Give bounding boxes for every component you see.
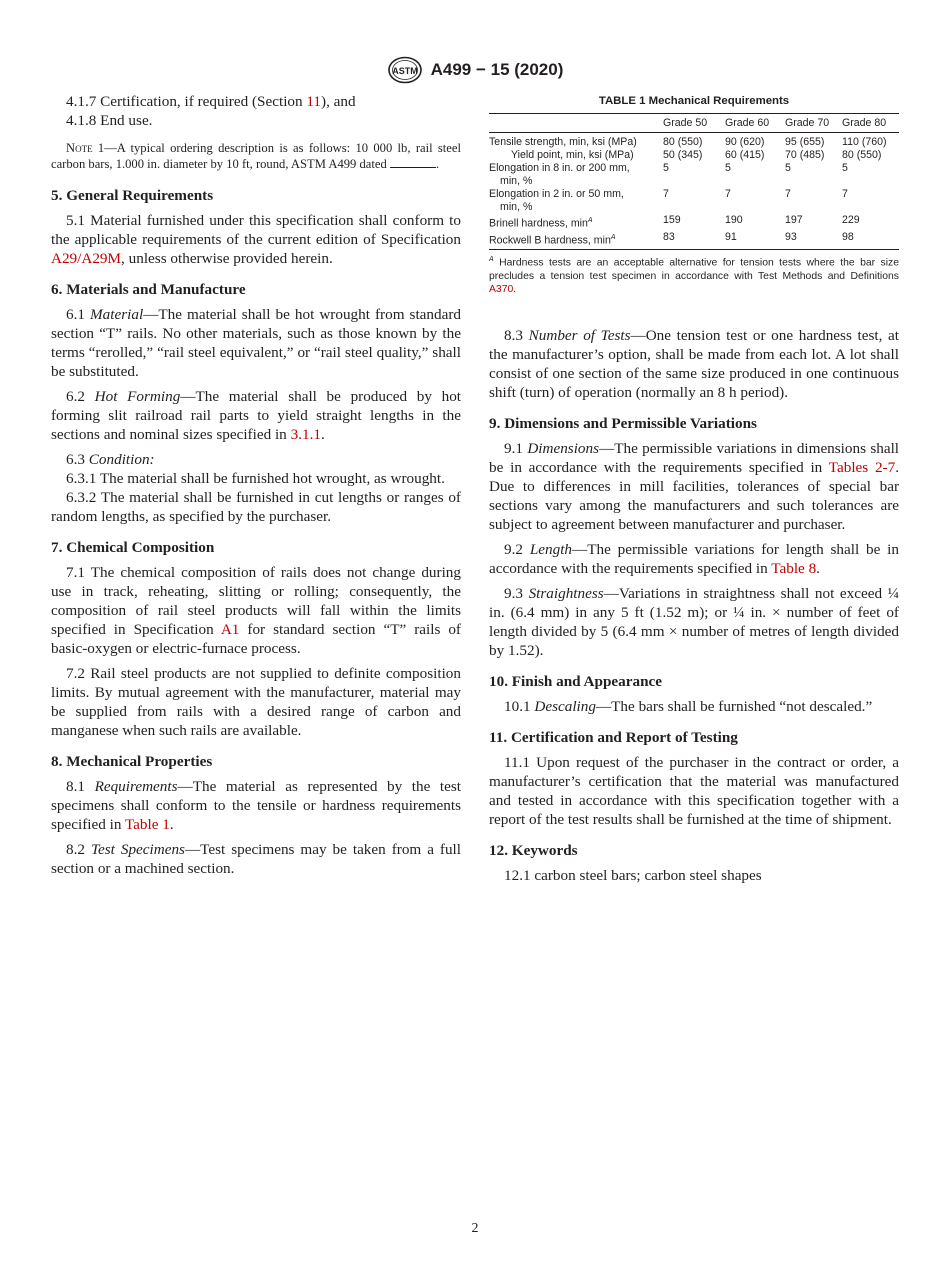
para-7-1: 7.1 The chemical composition of rails does not change during use in track, reheating, slitting or rolling; consequently, the composition of rail steel products will fall within the limits specified in Specification A1 for standard section “T” rails of basic-oxygen or electric-furnace process.: [51, 564, 461, 657]
para-8-3: 8.3 Number of Tests—One tension test or one hardness test, at the manufacturer’s option, shall be made from each lot. A lot shall consist of one section of the same size produced in one continuous shift (turn) of operation (normally an 8 h period).: [489, 327, 899, 401]
table-header-row: [489, 114, 899, 133]
row-label: Elongation in 2 in. or 50 mm, min, %: [489, 188, 624, 213]
note-1: Note 1—A typical ordering description is as follows: 10 000 lb, rail steel carbon bars, 1.000 in. diameter by 10 ft, round, ASTM A499 dated .: [51, 141, 461, 171]
table-1-link[interactable]: Table 1: [124, 816, 170, 833]
table-cell: 5: [663, 162, 669, 174]
row-label: Elongation in 8 in. or 200 mm, min, %: [489, 162, 630, 187]
para-11-1: 11.1 Upon request of the purchaser in the contract or order, a manufacturer’s certification that the material was manufactured and tested in accordance with this specification together with a report of the test results shall be furnished at the time of shipment.: [489, 754, 899, 828]
row-label: Brinell hardness, $\min^A$: [489, 217, 593, 230]
left-column: [51, 92, 461, 884]
table-cell: 60 (415): [725, 149, 765, 161]
table-cell: 90 (620): [725, 136, 765, 148]
table-cell: 159: [663, 214, 681, 226]
item-4-1-7: 4.1.7 Certification, if required (Section 11), and: [66, 93, 356, 110]
table-cell: 50 (345): [663, 149, 703, 161]
table-cell: 5: [842, 162, 848, 174]
para-6-1: 6.1 Material—The material shall be hot wrought from standard section “T” rails. No other materials, such as those known by the terms “rerolled,” “rail steel equivalent,” or “rail steel quality,” shall be substituted.: [51, 306, 462, 380]
para-8-1: 8.1 Requirements—The material as represented by the test specimens shall conform to the tensile or hardness requirements specified in Table 1.: [51, 778, 461, 833]
table-cell: 95 (655): [785, 136, 825, 148]
page-number: 2: [471, 1221, 479, 1236]
para-5-1: 5.1 Material furnished under this specification shall conform to the applicable requirements of the current edition of Specification A29/A29M, unless otherwise provided herein.: [51, 212, 461, 267]
heading-chemical-composition: 7. Chemical Composition: [51, 539, 215, 556]
table-cell: 190: [725, 214, 743, 226]
para-10-1: 10.1 Descaling—The bars shall be furnished “not descaled.”: [504, 698, 873, 715]
para-6-3-1: 6.3.1 The material shall be furnished hot wrought, as wrought.: [66, 470, 445, 487]
heading-keywords: 12. Keywords: [489, 842, 578, 859]
right-column: [489, 326, 899, 891]
table-cell: 110 (760): [842, 136, 887, 148]
table-cell: 80 (550): [842, 149, 882, 161]
mechanical-requirements-table-block: [489, 95, 899, 296]
para-12-1: 12.1 carbon steel bars; carbon steel shapes: [504, 867, 762, 884]
para-9-3: 9.3 Straightness—Variations in straightness shall not exceed ¼ in. (6.4 mm) in any 5 ft (1.52 m); or ¼ in. × number of feet of length divided by 5 (6.4 mm × number of metres of length divided by 1.52).: [489, 585, 899, 659]
table-cell: 5: [725, 162, 731, 174]
para-9-1: 9.1 Dimensions—The permissible variations in dimensions shall be in accordance with the requirements specified in Tables 2-7. Due to differences in mill facilities, tolerances of special bar sections vary among the manufacturers and such tolerances are subject to agreement between manufacturer and purchaser.: [489, 440, 900, 533]
table-cell: 7: [842, 188, 848, 200]
para-8-2: 8.2 Test Specimens—Test specimens may be taken from a full section or a machined section.: [51, 841, 461, 877]
table-footnote: $^A$ Hardness tests are an acceptable alternative for tension tests where the bar size precludes a tension test specimen in accordance with Test Methods and Definitions A370.: [489, 256, 899, 295]
table-row: [489, 133, 899, 150]
tables-2-7-link[interactable]: Tables 2-7: [828, 459, 896, 476]
table-row: [489, 162, 899, 188]
table-cell: 98: [842, 231, 899, 250]
table-row: [489, 188, 899, 214]
table-cell: 91: [725, 231, 785, 250]
table-cell: 7: [725, 188, 731, 200]
blank-date-line: [390, 156, 436, 168]
table-row: [489, 149, 899, 162]
document-designation: A499 − 15 (2020): [430, 60, 564, 79]
para-9-2: 9.2 Length—The permissible variations for length shall be in accordance with the requirements specified in Table 8.: [489, 541, 899, 577]
table-cell: 7: [663, 188, 669, 200]
para-6-2: 6.2 Hot Forming—The material shall be produced by hot forming slit railroad rail parts to yield straight lengths in the sections and nominal sizes specified in 3.1.1.: [51, 388, 462, 443]
heading-general-requirements: 5. General Requirements: [51, 187, 214, 204]
page-header: [0, 56, 950, 84]
table-cell: 197: [785, 214, 803, 226]
table-cell: 229: [842, 214, 860, 226]
para-6-3: 6.3 Condition:: [66, 451, 155, 468]
heading-mechanical-properties: 8. Mechanical Properties: [51, 753, 213, 770]
logo-text: ASTM: [391, 66, 418, 76]
item-4-1-8: 4.1.8 End use.: [66, 112, 153, 129]
table-title: TABLE 1 Mechanical Requirements: [598, 95, 790, 107]
table-cell: 83: [663, 231, 725, 250]
row-label: Rockwell B hardness, $\min^A$: [489, 231, 663, 250]
table-cell: 5: [785, 162, 791, 174]
mechanical-requirements-table: [489, 113, 899, 250]
a29-link[interactable]: A29/A29M: [51, 250, 122, 267]
row-label: Yield point, min, ksi (MPa): [511, 149, 634, 161]
heading-finish-appearance: 10. Finish and Appearance: [489, 673, 663, 690]
astm-logo-icon: [387, 56, 423, 84]
section-11-link[interactable]: 11: [306, 93, 322, 110]
table-header-cell: Grade 50: [663, 114, 725, 133]
a1-link[interactable]: A1: [220, 621, 240, 638]
table-row: [489, 214, 899, 231]
ref-3-1-1-link[interactable]: 3.1.1: [290, 426, 321, 443]
para-6-3-2: 6.3.2 The material shall be furnished in cut lengths or ranges of random lengths, as specified by the purchaser.: [51, 489, 461, 525]
row-label: Tensile strength, min, ksi (MPa): [489, 136, 637, 148]
heading-dimensions: 9. Dimensions and Permissible Variations: [489, 415, 757, 432]
table-header-cell: [489, 114, 663, 133]
table-cell: 70 (485): [785, 149, 825, 161]
table-header-cell: Grade 80: [842, 114, 899, 133]
a370-link[interactable]: A370: [489, 283, 514, 295]
table-cell: 93: [785, 231, 842, 250]
table-8-link[interactable]: Table 8: [771, 560, 817, 577]
heading-materials-manufacture: 6. Materials and Manufacture: [51, 281, 246, 298]
table-header-cell: Grade 70: [785, 114, 842, 133]
table-cell: 80 (550): [663, 136, 703, 148]
table-cell: 7: [785, 188, 791, 200]
para-7-2: 7.2 Rail steel products are not supplied to definite composition limits. By mutual agreement with the manufacturer, material may be supplied from rails with a desired range of carbon and manganese when such rails are available.: [51, 665, 461, 739]
table-row: [489, 231, 899, 250]
heading-certification: 11. Certification and Report of Testing: [489, 729, 738, 746]
table-header-cell: Grade 60: [725, 114, 785, 133]
